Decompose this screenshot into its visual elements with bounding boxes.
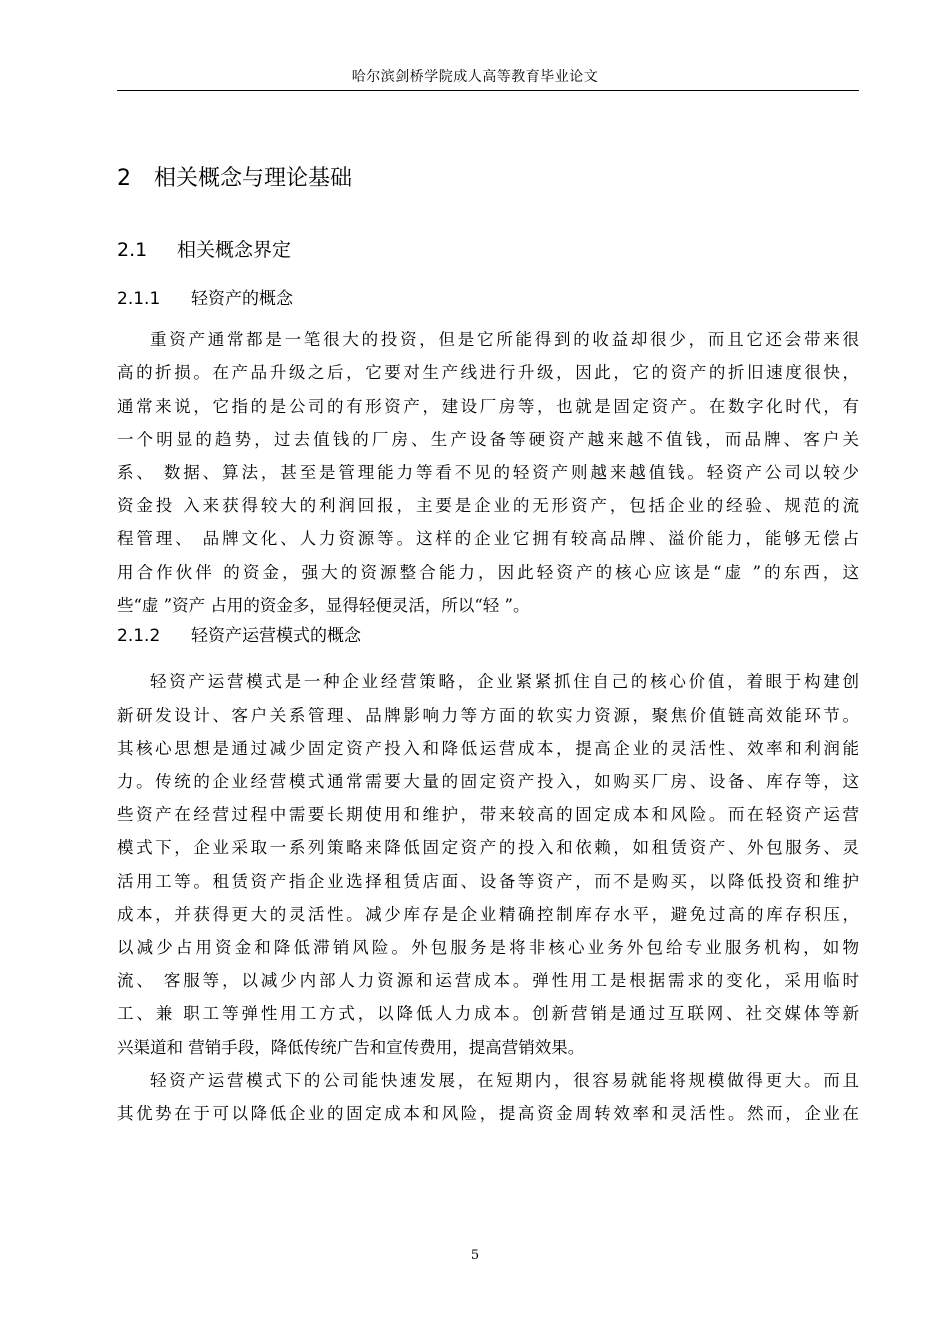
subsection-heading <box>117 286 293 312</box>
text-line: 工、兼 职工等弹性用工方式，以降低人力成本。创新营销是通过互联网、社交媒体等新 <box>117 1004 859 1023</box>
text-line: 成本，并获得更大的灵活性。减少库存是企业精确控制库存水平，避免过高的库存积压， <box>117 905 859 924</box>
text-line: 通常来说，它指的是公司的有形资产，建设厂房等，也就是固定资产。在数字化时代，有 <box>117 397 859 416</box>
text-line: 用合作伙伴 的资金，强大的资源整合能力，因此轻资产的核心应该是“虚 ”的东西，这 <box>117 563 859 582</box>
text-line: 一个明显的趋势，过去值钱的厂房、生产设备等硬资产越来越不值钱，而品牌、客户关 <box>117 430 859 449</box>
chapter-number: 2 <box>117 166 131 191</box>
page-number: 5 <box>470 1248 480 1263</box>
subsection-heading <box>117 623 361 649</box>
section-heading <box>117 236 291 264</box>
text-line: 重资产通常都是一笔很大的投资，但是它所能得到的收益却很少，而且它还会带来很 <box>150 330 859 349</box>
text-line: 资金投 入来获得较大的利润回报，主要是企业的无形资产，包括企业的经验、规范的流 <box>117 496 859 515</box>
subsection-title: 轻资产运营模式的概念 <box>191 626 361 646</box>
text-line: 高的折损。在产品升级之后，它要对生产线进行升级，因此，它的资产的折旧速度很快， <box>117 363 859 382</box>
chapter-title: 相关概念与理论基础 <box>154 166 353 191</box>
text-line: 模式下，企业采取一系列策略来降低固定资产的投入和依赖，如租赁资产、外包服务、灵 <box>117 838 859 857</box>
text-line: 其核心思想是通过减少固定资产投入和降低运营成本，提高企业的灵活性、效率和利润能 <box>117 739 859 758</box>
text-line: 轻资产运营模式是一种企业经营策略，企业紧紧抓住自己的核心价值，着眼于构建创 <box>150 672 859 691</box>
text-line: 其优势在于可以降低企业的固定成本和风险，提高资金周转效率和灵活性。然而，企业在 <box>117 1104 859 1123</box>
header-title: 哈尔滨剑桥学院成人高等教育毕业论文 <box>351 69 599 85</box>
section-title: 相关概念界定 <box>177 239 292 261</box>
text-line: 流、 客服等，以减少内部人力资源和运营成本。弹性用工是根据需求的变化，采用临时 <box>117 971 859 990</box>
text-line: 些“虚 ”资产 占用的资金多，显得轻便灵活，所以“轻 ”。 <box>117 596 530 615</box>
text-line: 新研发设计、客户关系管理、品牌影响力等方面的软实力资源，聚焦价值链高效能环节。 <box>117 706 859 725</box>
chapter-heading <box>117 164 352 194</box>
text-line: 系、 数据、算法，甚至是管理能力等看不见的轻资产则越来越值钱。轻资产公司以较少 <box>117 463 859 482</box>
subsection-number: 2.1.1 <box>117 289 161 309</box>
text-line: 力。传统的企业经营模式通常需要大量的固定资产投入，如购买厂房、设备、库存等，这 <box>117 772 859 791</box>
subsection-number: 2.1.2 <box>117 626 161 646</box>
text-line: 程管理、 品牌文化、人力资源等。这样的企业它拥有较高品牌、溢价能力，能够无偿占 <box>117 529 859 548</box>
text-line: 兴渠道和 营销手段，降低传统广告和宣传费用，提高营销效果。 <box>117 1038 585 1057</box>
text-line: 以减少占用资金和降低滞销风险。外包服务是将非核心业务外包给专业服务机构，如物 <box>117 938 859 957</box>
section-number: 2.1 <box>117 239 148 261</box>
text-line: 活用工等。租赁资产指企业选择租赁店面、设备等资产，而不是购买，以降低投资和维护 <box>117 872 859 891</box>
text-line: 轻资产运营模式下的公司能快速发展，在短期内，很容易就能将规模做得更大。而且 <box>150 1071 859 1090</box>
text-line: 些资产在经营过程中需要长期使用和维护，带来较高的固定成本和风险。而在轻资产运营 <box>117 805 859 824</box>
subsection-title: 轻资产的概念 <box>191 289 293 309</box>
header-divider <box>117 90 859 91</box>
